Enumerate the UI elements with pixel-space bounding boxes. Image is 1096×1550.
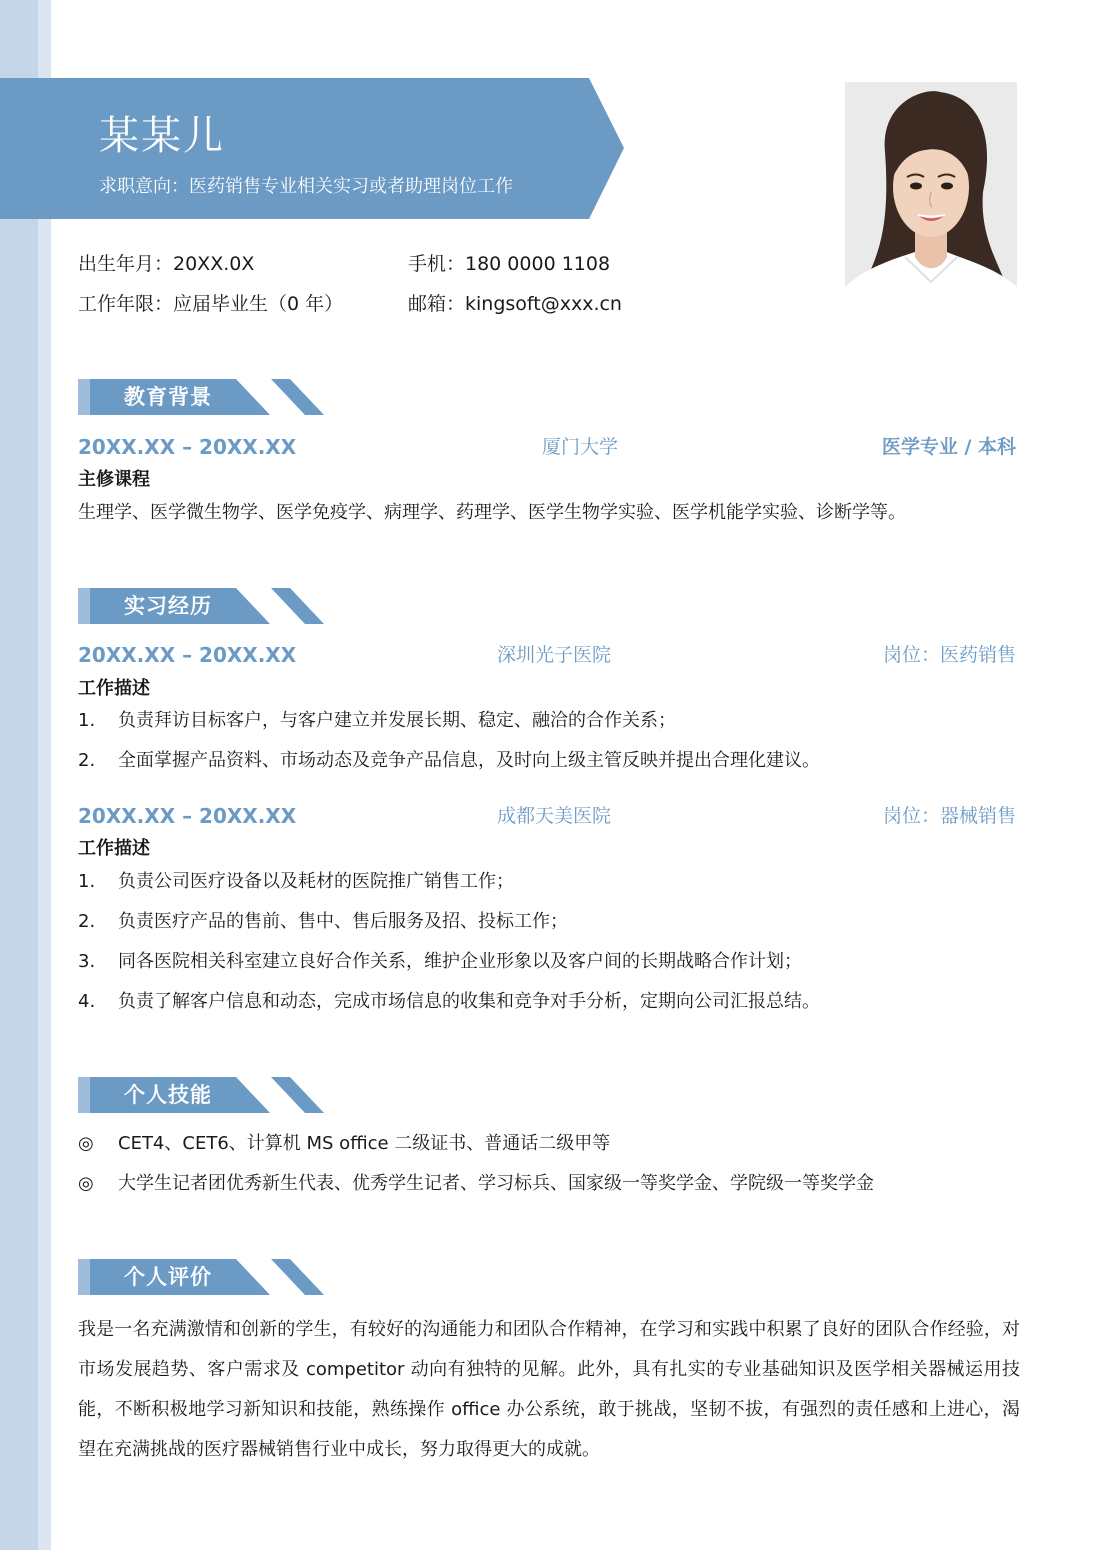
skill-text: CET4、CET6、计算机 MS office 二级证书、普通话二级甲等: [118, 1133, 611, 1154]
education-major: 医学专业 / 本科: [881, 436, 1016, 458]
phone-number: 手机：180 0000 1108: [408, 253, 611, 275]
section-header-internship: [78, 588, 338, 624]
education-date: 20XX.XX – 20XX.XX: [78, 435, 297, 459]
internship-row: [78, 801, 1016, 831]
candidate-name: 某某儿: [99, 113, 225, 159]
list-text: 负责公司医疗设备以及耗材的医院推广销售工作；: [118, 871, 514, 892]
section-title: 个人技能: [124, 1083, 212, 1107]
list-number: 1.: [78, 871, 96, 892]
education-row: [78, 432, 1016, 462]
list-number: 2.: [78, 911, 96, 932]
list-number: 2.: [78, 750, 96, 771]
self-evaluation-text: 我是一名充满激情和创新的学生，有较好的沟通能力和团队合作精神，在学习和实践中积累了良好的团队合作经验，对市场发展趋势、客户需求及 competitor 动向有独特的见解。此外，具有扎实的专业基础知识及医学相关器械运用技能，不断积极地学习新知识和技能，熟练操作 office 办公系统，敢于挑战，坚韧不拔，有强烈的责任感和上进心，渴望在充满挑战的医疗器械销售行业中成长，努力取得更大的成就。: [78, 1319, 1020, 1460]
courses-list: 生理学、医学微生物学、医学免疫学、病理学、药理学、医学生物学实验、医学机能学实验、诊断学等。: [78, 502, 906, 523]
list-number: 4.: [78, 991, 96, 1012]
internship-position: 岗位：器械销售: [882, 805, 1016, 827]
section-title: 实习经历: [124, 594, 212, 618]
work-years: 工作年限：应届毕业生（0 年）: [78, 293, 344, 315]
internship-date: 20XX.XX – 20XX.XX: [78, 804, 297, 828]
email-address: 邮箱：kingsoft@xxx.cn: [408, 293, 622, 315]
internship-org: 深圳光子医院: [496, 644, 611, 666]
internship-date: 20XX.XX – 20XX.XX: [78, 643, 297, 667]
job-intent: 求职意向：医药销售专业相关实习或者助理岗位工作: [99, 176, 513, 197]
section-title: 教育背景: [124, 385, 212, 409]
work-desc-title: 工作描述: [78, 678, 150, 699]
section-header-education: [78, 379, 338, 415]
bullet-icon: ◎: [78, 1173, 94, 1194]
profile-photo: [845, 82, 1017, 312]
bullet-icon: ◎: [78, 1133, 94, 1154]
left-decor-strip-light: [38, 0, 51, 1550]
list-text: 全面掌握产品资料、市场动态及竞争产品信息，及时向上级主管反映并提出合理化建议。: [118, 750, 820, 771]
work-desc-title: 工作描述: [78, 838, 150, 859]
courses-title: 主修课程: [78, 469, 150, 490]
section-header-skills: [78, 1077, 338, 1113]
list-number: 1.: [78, 710, 96, 731]
education-school: 厦门大学: [541, 436, 618, 458]
section-header-evaluation: [78, 1259, 338, 1295]
list-number: 3.: [78, 951, 96, 972]
list-text: 同各医院相关科室建立良好合作关系，维护企业形象以及客户间的长期战略合作计划；: [118, 951, 802, 972]
list-text: 负责了解客户信息和动态，完成市场信息的收集和竞争对手分析，定期向公司汇报总结。: [118, 991, 820, 1012]
left-decor-strip: [0, 0, 38, 1550]
birth-date: 出生年月：20XX.0X: [78, 253, 255, 275]
internship-position: 岗位：医药销售: [882, 644, 1016, 666]
internship-org: 成都天美医院: [496, 805, 611, 827]
section-title: 个人评价: [124, 1265, 212, 1289]
list-text: 负责医疗产品的售前、售中、售后服务及招、投标工作；: [118, 911, 568, 932]
portrait-image: [845, 82, 1017, 312]
skill-text: 大学生记者团优秀新生代表、优秀学生记者、学习标兵、国家级一等奖学金、学院级一等奖学金: [118, 1173, 874, 1194]
internship-row: [78, 640, 1016, 670]
list-text: 负责拜访目标客户，与客户建立并发展长期、稳定、融洽的合作关系；: [118, 710, 676, 731]
